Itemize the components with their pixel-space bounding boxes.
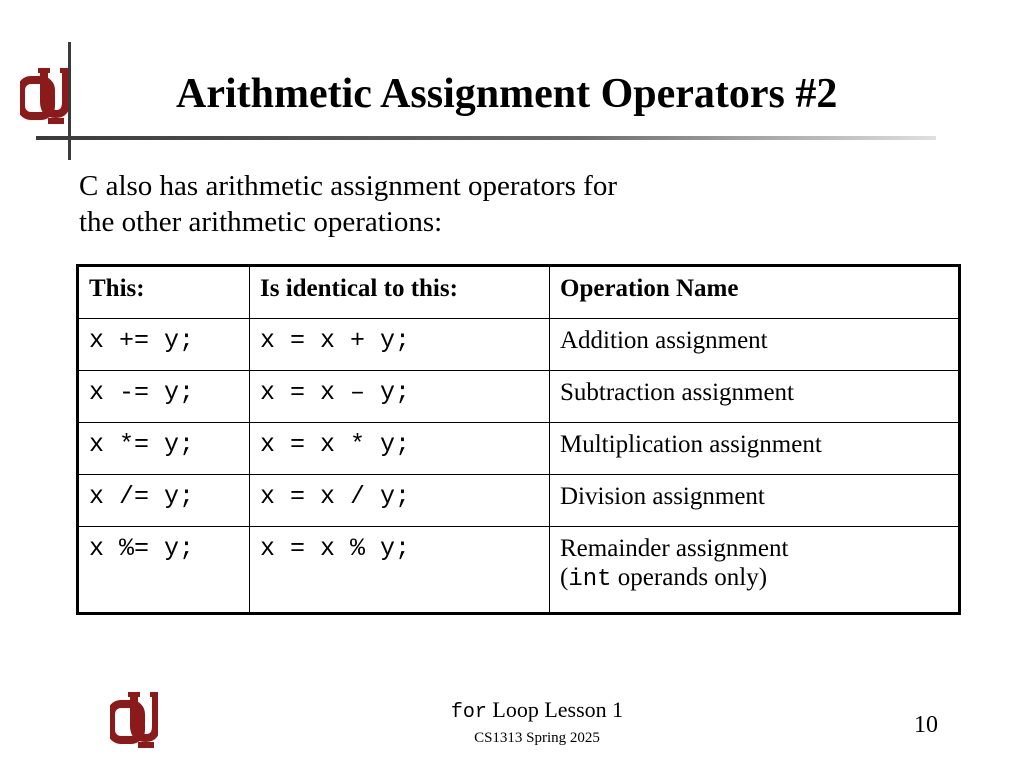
cell-identical: x = x / y; [250,475,550,527]
cell-this: x *= y; [78,423,250,475]
title-vertical-rule [68,42,71,160]
intro-line-1: C also has arithmetic assignment operators for [79,170,617,202]
page-number: 10 [914,712,938,738]
operators-table [76,264,961,615]
footer-for-code: for [450,701,487,724]
operation-name-text: Remainder assignment [560,535,789,562]
table-row [78,475,960,527]
cell-this: x %= y; [78,527,250,614]
table-row [78,527,960,614]
cell-identical: x = x + y; [250,319,550,371]
header-operation-name: Operation Name [550,266,960,319]
table-header-row [78,266,960,319]
slide-title: Arithmetic Assignment Operators #2 [176,71,838,117]
intro-line-2: the other arithmetic operations: [79,206,443,238]
operation-name-note [560,563,948,594]
table-row [78,371,960,423]
cell-identical: x = x * y; [250,423,550,475]
cell-operation-name: Addition assignment [550,319,960,371]
footer-lesson-text: Loop Lesson 1 [486,697,624,722]
cell-operation-name: Subtraction assignment [550,371,960,423]
cell-operation-name [550,527,960,614]
note-open-paren: ( [560,564,569,591]
title-horizontal-rule [36,136,936,140]
note-rest: operands only) [611,564,768,591]
cell-operation-name: Multiplication assignment [550,423,960,475]
cell-identical: x = x – y; [250,371,550,423]
intro-text [79,168,779,240]
footer-course: CS1313 Spring 2025 [474,730,600,746]
cell-identical: x = x % y; [250,527,550,614]
cell-this: x -= y; [78,371,250,423]
ou-logo-icon [110,690,158,750]
table-row [78,423,960,475]
cell-this: x /= y; [78,475,250,527]
table-row [78,319,960,371]
footer-lesson [437,697,637,724]
cell-operation-name: Division assignment [550,475,960,527]
cell-this: x += y; [78,319,250,371]
note-int-code: int [568,566,612,593]
header-identical: Is identical to this: [250,266,550,319]
footer [437,697,637,747]
ou-logo-icon [20,66,68,126]
header-this: This: [78,266,250,319]
